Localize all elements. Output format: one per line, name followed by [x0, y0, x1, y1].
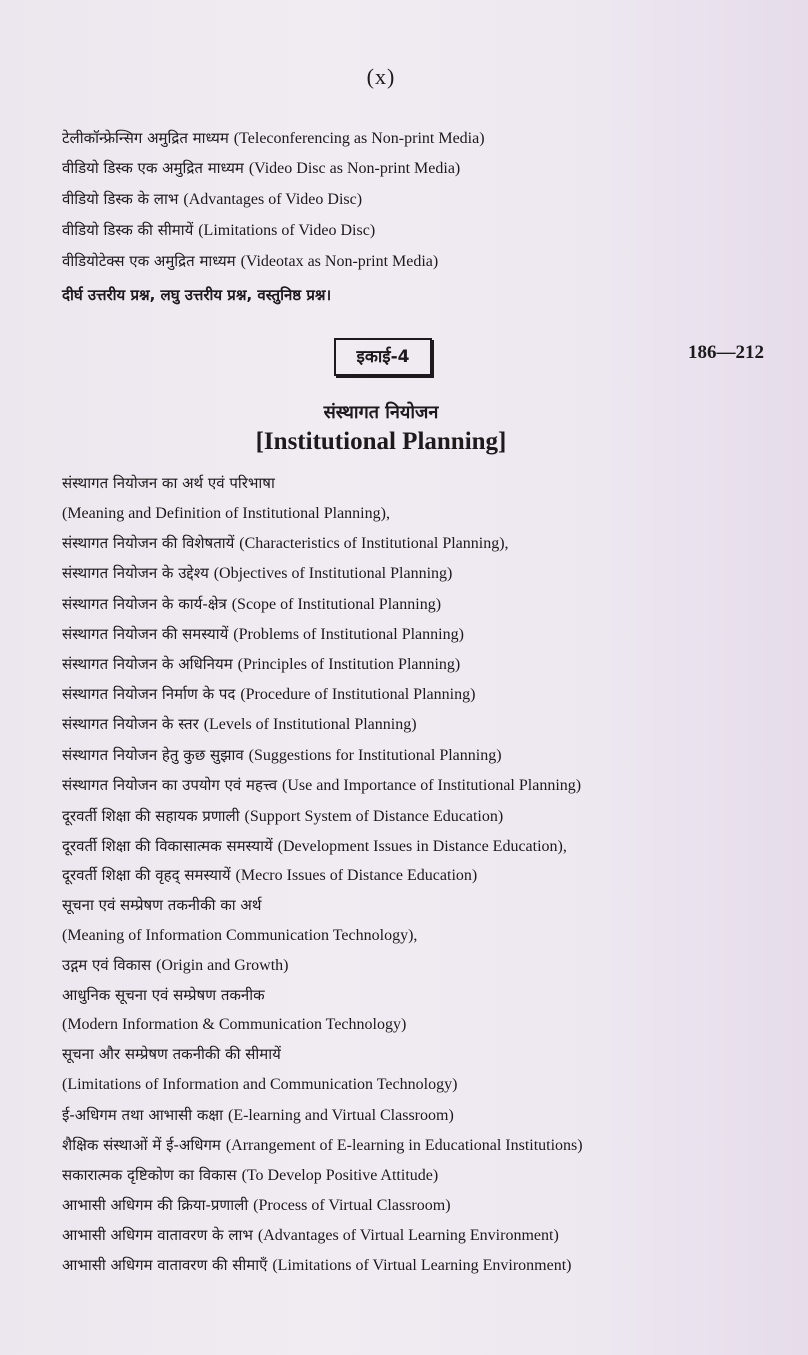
contents-line: संस्थागत नियोजन की विशेषतायें (Characteristics of Institutional Planning), — [62, 534, 509, 552]
page-number: (x) — [366, 64, 396, 89]
contents-line: संस्थागत नियोजन हेतु कुछ सुझाव (Suggestions for Institutional Planning) — [62, 746, 502, 764]
contents-line: उद्गम एवं विकास (Origin and Growth) — [62, 956, 289, 974]
contents-line: संस्थागत नियोजन का अर्थ एवं परिभाषा — [62, 474, 275, 492]
contents-line: वीडियो डिस्क के लाभ (Advantages of Video Disc) — [62, 190, 363, 208]
contents-line: संस्थागत नियोजन की समस्यायें (Problems of Institutional Planning) — [62, 625, 464, 643]
contents-line: (Meaning and Definition of Institutional Planning), — [62, 505, 390, 522]
contents-line: सकारात्मक दृष्टिकोण का विकास (To Develop Positive Attitude) — [62, 1166, 439, 1184]
contents-line: वीडियोटेक्स एक अमुद्रित माध्यम (Videotax as Non-print Media) — [62, 252, 439, 270]
contents-line: दूरवर्ती शिक्षा की सहायक प्रणाली (Support System of Distance Education) — [62, 807, 504, 825]
contents-line: संस्थागत नियोजन के उद्देश्य (Objectives of Institutional Planning) — [62, 564, 453, 582]
contents-line: दूरवर्ती शिक्षा की वृहद् समस्यायें (Mecro Issues of Distance Education) — [62, 866, 478, 884]
contents-line: संस्थागत नियोजन के स्तर (Levels of Institutional Planning) — [62, 715, 417, 733]
contents-line: संस्थागत नियोजन निर्माण के पद (Procedure of Institutional Planning) — [62, 685, 476, 703]
contents-line: टेलीकॉन्फ्रेन्सिग अमुद्रित माध्यम (Teleconferencing as Non-print Media) — [62, 129, 485, 147]
contents-line: शैक्षिक संस्थाओं में ई-अधिगम (Arrangement of E-learning in Educational Institutions) — [62, 1136, 583, 1154]
contents-line: वीडियो डिस्क एक अमुद्रित माध्यम (Video Disc as Non-print Media) — [62, 159, 461, 177]
contents-line: संस्थागत नियोजन का उपयोग एवं महत्त्व (Use and Importance of Institutional Planning) — [62, 776, 582, 794]
contents-line: आभासी अधिगम वातावरण के लाभ (Advantages of Virtual Learning Environment) — [62, 1226, 559, 1244]
contents-line: दूरवर्ती शिक्षा की विकासात्मक समस्यायें (Development Issues in Distance Education), — [62, 837, 567, 855]
contents-line: संस्थागत नियोजन के अधिनियम (Principles of Institution Planning) — [62, 655, 461, 673]
unit-page-range: 186—212 — [688, 342, 764, 363]
contents-line: आभासी अधिगम की क्रिया-प्रणाली (Process of Virtual Classroom) — [62, 1196, 451, 1214]
unit-title-english: [Institutional Planning] — [255, 428, 507, 455]
contents-line: वीडियो डिस्क की सीमायें (Limitations of Video Disc) — [62, 221, 376, 239]
unit-label-box: इकाई-4 — [334, 338, 432, 376]
contents-line: संस्थागत नियोजन के कार्य-क्षेत्र (Scope of Institutional Planning) — [62, 595, 442, 613]
contents-line: आभासी अधिगम वातावरण की सीमाएँ (Limitations of Virtual Learning Environment) — [62, 1256, 572, 1274]
contents-line: (Meaning of Information Communication Technology), — [62, 927, 418, 944]
contents-line: आधुनिक सूचना एवं सम्प्रेषण तकनीक — [62, 986, 265, 1004]
question-types-line: दीर्घ उत्तरीय प्रश्न, लघु उत्तरीय प्रश्न, वस्तुनिष्ठ प्रश्न। — [62, 286, 332, 304]
contents-line: सूचना और सम्प्रेषण तकनीकी की सीमायें — [62, 1045, 281, 1063]
contents-line: ई-अधिगम तथा आभासी कक्षा (E-learning and Virtual Classroom) — [62, 1106, 454, 1124]
unit-title-hindi: संस्थागत नियोजन — [323, 402, 439, 423]
contents-line: सूचना एवं सम्प्रेषण तकनीकी का अर्थ — [62, 896, 262, 914]
contents-line: (Modern Information & Communication Technology) — [62, 1016, 407, 1033]
contents-line: (Limitations of Information and Communication Technology) — [62, 1076, 458, 1093]
